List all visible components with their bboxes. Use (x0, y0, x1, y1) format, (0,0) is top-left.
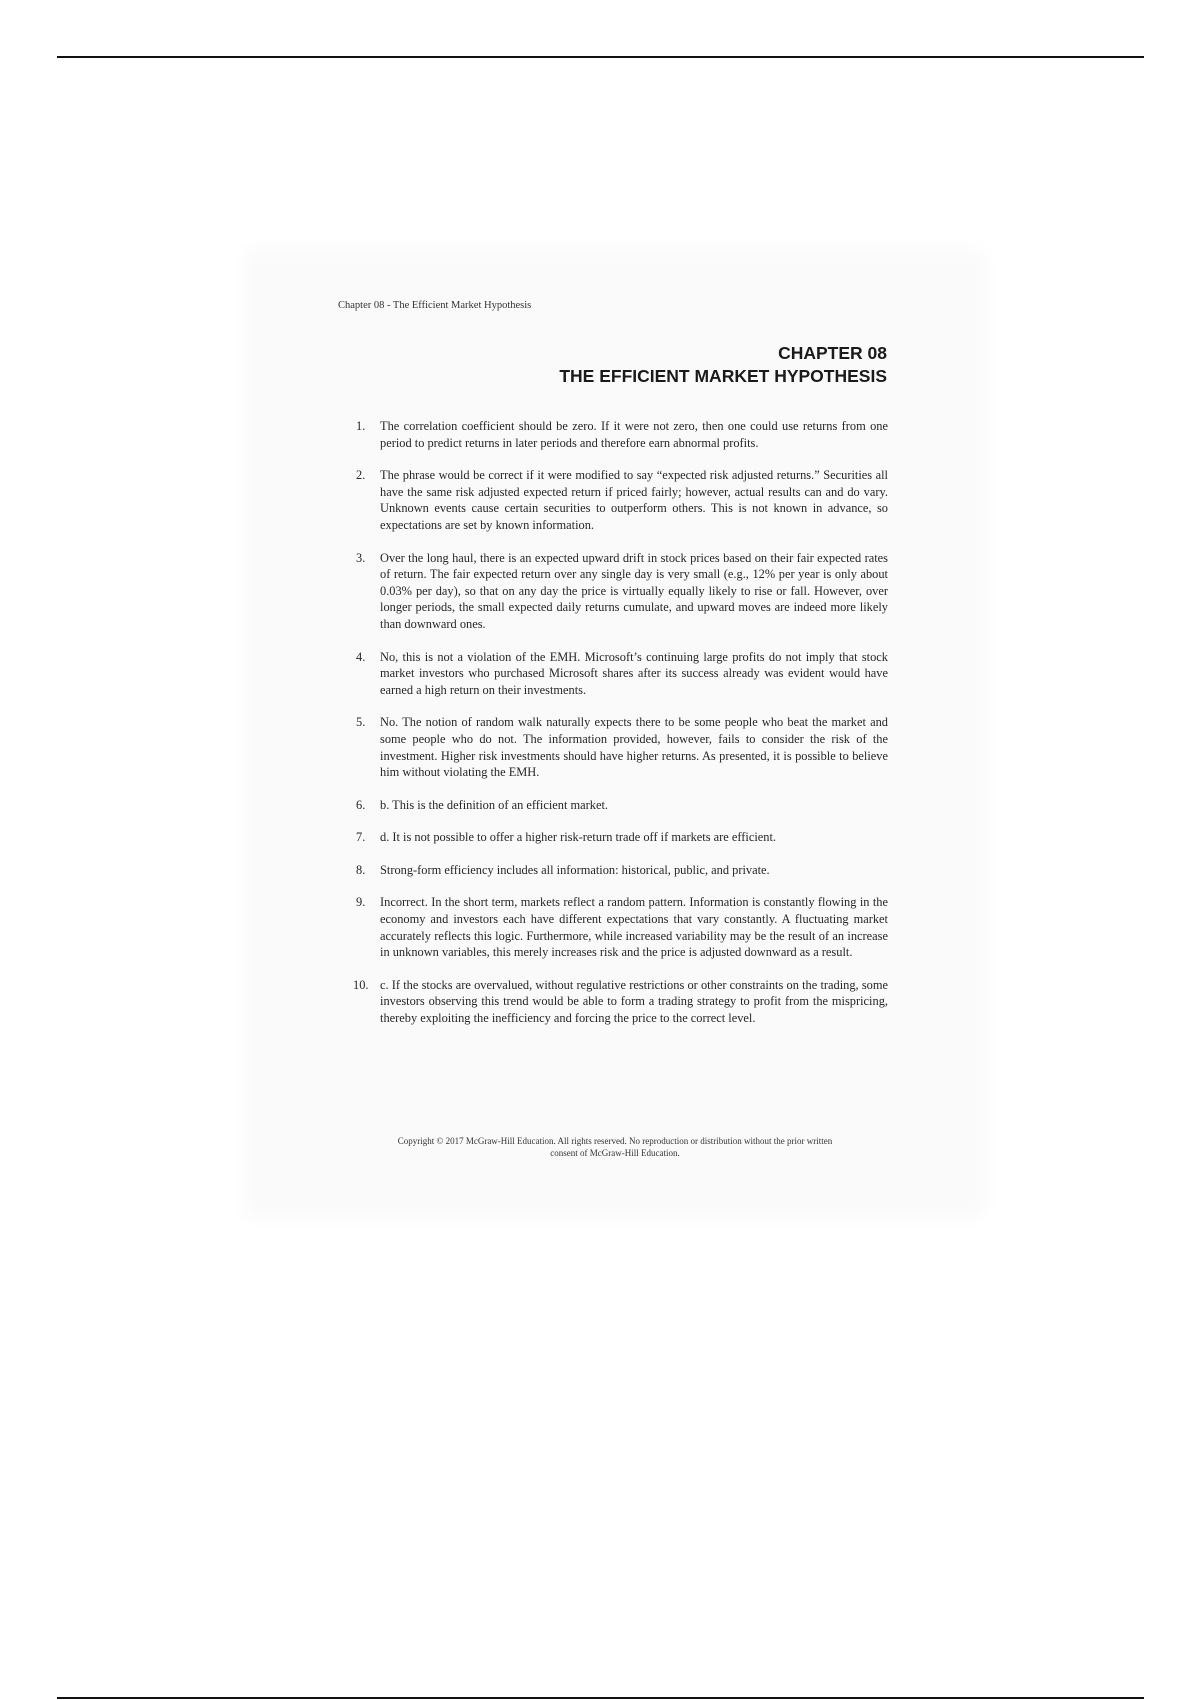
answer-text: c. If the stocks are overvalued, without regulative restrictions or other constraints on the trading, some investors observing this trend would be able to form a trading strategy to profit from the mispricing, thereby exploiting the inefficiency and forcing the price to the correct level. (380, 977, 888, 1026)
answer-number: 7. (356, 830, 366, 845)
answer-item (358, 829, 888, 846)
answer-number: 4. (356, 649, 366, 664)
bottom-divider (57, 1697, 1144, 1699)
answer-item (358, 894, 888, 960)
answer-item (358, 467, 888, 533)
answer-text: The phrase would be correct if it were modified to say “expected risk adjusted returns.” Securities all have the same risk adjusted expected return if priced fairly; however, actual results can and do vary. Unknown events cause certain securities to outperform others. This is not known in advance, so expectations are set by known information. (380, 468, 888, 532)
answer-text: The correlation coefficient should be zero. If it were not zero, then one could use returns from one period to predict returns in later periods and therefore earn abnormal profits. (380, 419, 888, 450)
answer-number: 2. (356, 468, 366, 483)
answer-number: 8. (356, 862, 366, 877)
chapter-title: THE EFFICIENT MARKET HYPOTHESIS (559, 366, 887, 386)
answer-item (358, 797, 888, 814)
answer-text: Strong-form efficiency includes all information: historical, public, and private. (380, 862, 770, 877)
answer-text: Incorrect. In the short term, markets reflect a random pattern. Information is constantly flowing in the economy and investors each have different expectations that vary constantly. A fluctuating market accurately reflects this logic. Furthermore, while increased variability may be the result of an increase in unknown variables, this merely increases risk and the price is adjusted downward as a result. (380, 895, 888, 960)
answer-list (353, 418, 888, 1043)
answer-item (358, 649, 888, 699)
answer-item (353, 977, 888, 1027)
answer-item (358, 862, 888, 879)
answer-text: No, this is not a violation of the EMH. Microsoft’s continuing large profits do not imply that stock market investors who purchased Microsoft shares after its success already was evident would have earned a high return on their investments. (380, 649, 888, 697)
answer-number: 1. (356, 419, 366, 433)
answer-text: Over the long haul, there is an expected upward drift in stock prices based on their fair expected rates of return. The fair expected return over any single day is very small (e.g., 12% per year is only about 0.03% per day), so that on any day the price is virtually equally likely to rise or fall. However, over longer periods, the small expected daily returns cumulate, and upward moves are indeed more likely than downward ones. (380, 550, 888, 631)
answer-number: 5. (356, 715, 366, 730)
document-page (255, 258, 975, 1208)
top-divider (57, 56, 1144, 58)
answer-item (358, 418, 888, 451)
copyright-notice (345, 1135, 885, 1159)
chapter-number: CHAPTER 08 (778, 343, 887, 363)
answer-text: d. It is not possible to offer a higher risk-return trade off if markets are efficient. (380, 830, 777, 845)
answer-text: No. The notion of random walk naturally expects there to be some people who beat the market and some people who do not. The information provided, however, fails to consider the risk of the investment. Higher risk investments should have higher returns. As presented, it is possible to believe him without violating the EMH. (380, 715, 888, 780)
copyright-line: consent of McGraw-Hill Education. (550, 1148, 680, 1158)
answer-item (358, 550, 888, 633)
copyright-line: Copyright © 2017 McGraw-Hill Education. All rights reserved. No reproduction or distribution without the prior written (397, 1136, 833, 1146)
answer-number: 3. (356, 550, 366, 565)
answer-text: b. This is the definition of an efficient market. (380, 797, 609, 812)
answer-number: 6. (356, 797, 366, 812)
answer-number: 10. (353, 977, 369, 992)
running-header: Chapter 08 - The Efficient Market Hypothesis (338, 300, 532, 311)
chapter-heading (559, 342, 887, 388)
answer-number: 9. (356, 895, 366, 910)
answer-item (358, 714, 888, 780)
